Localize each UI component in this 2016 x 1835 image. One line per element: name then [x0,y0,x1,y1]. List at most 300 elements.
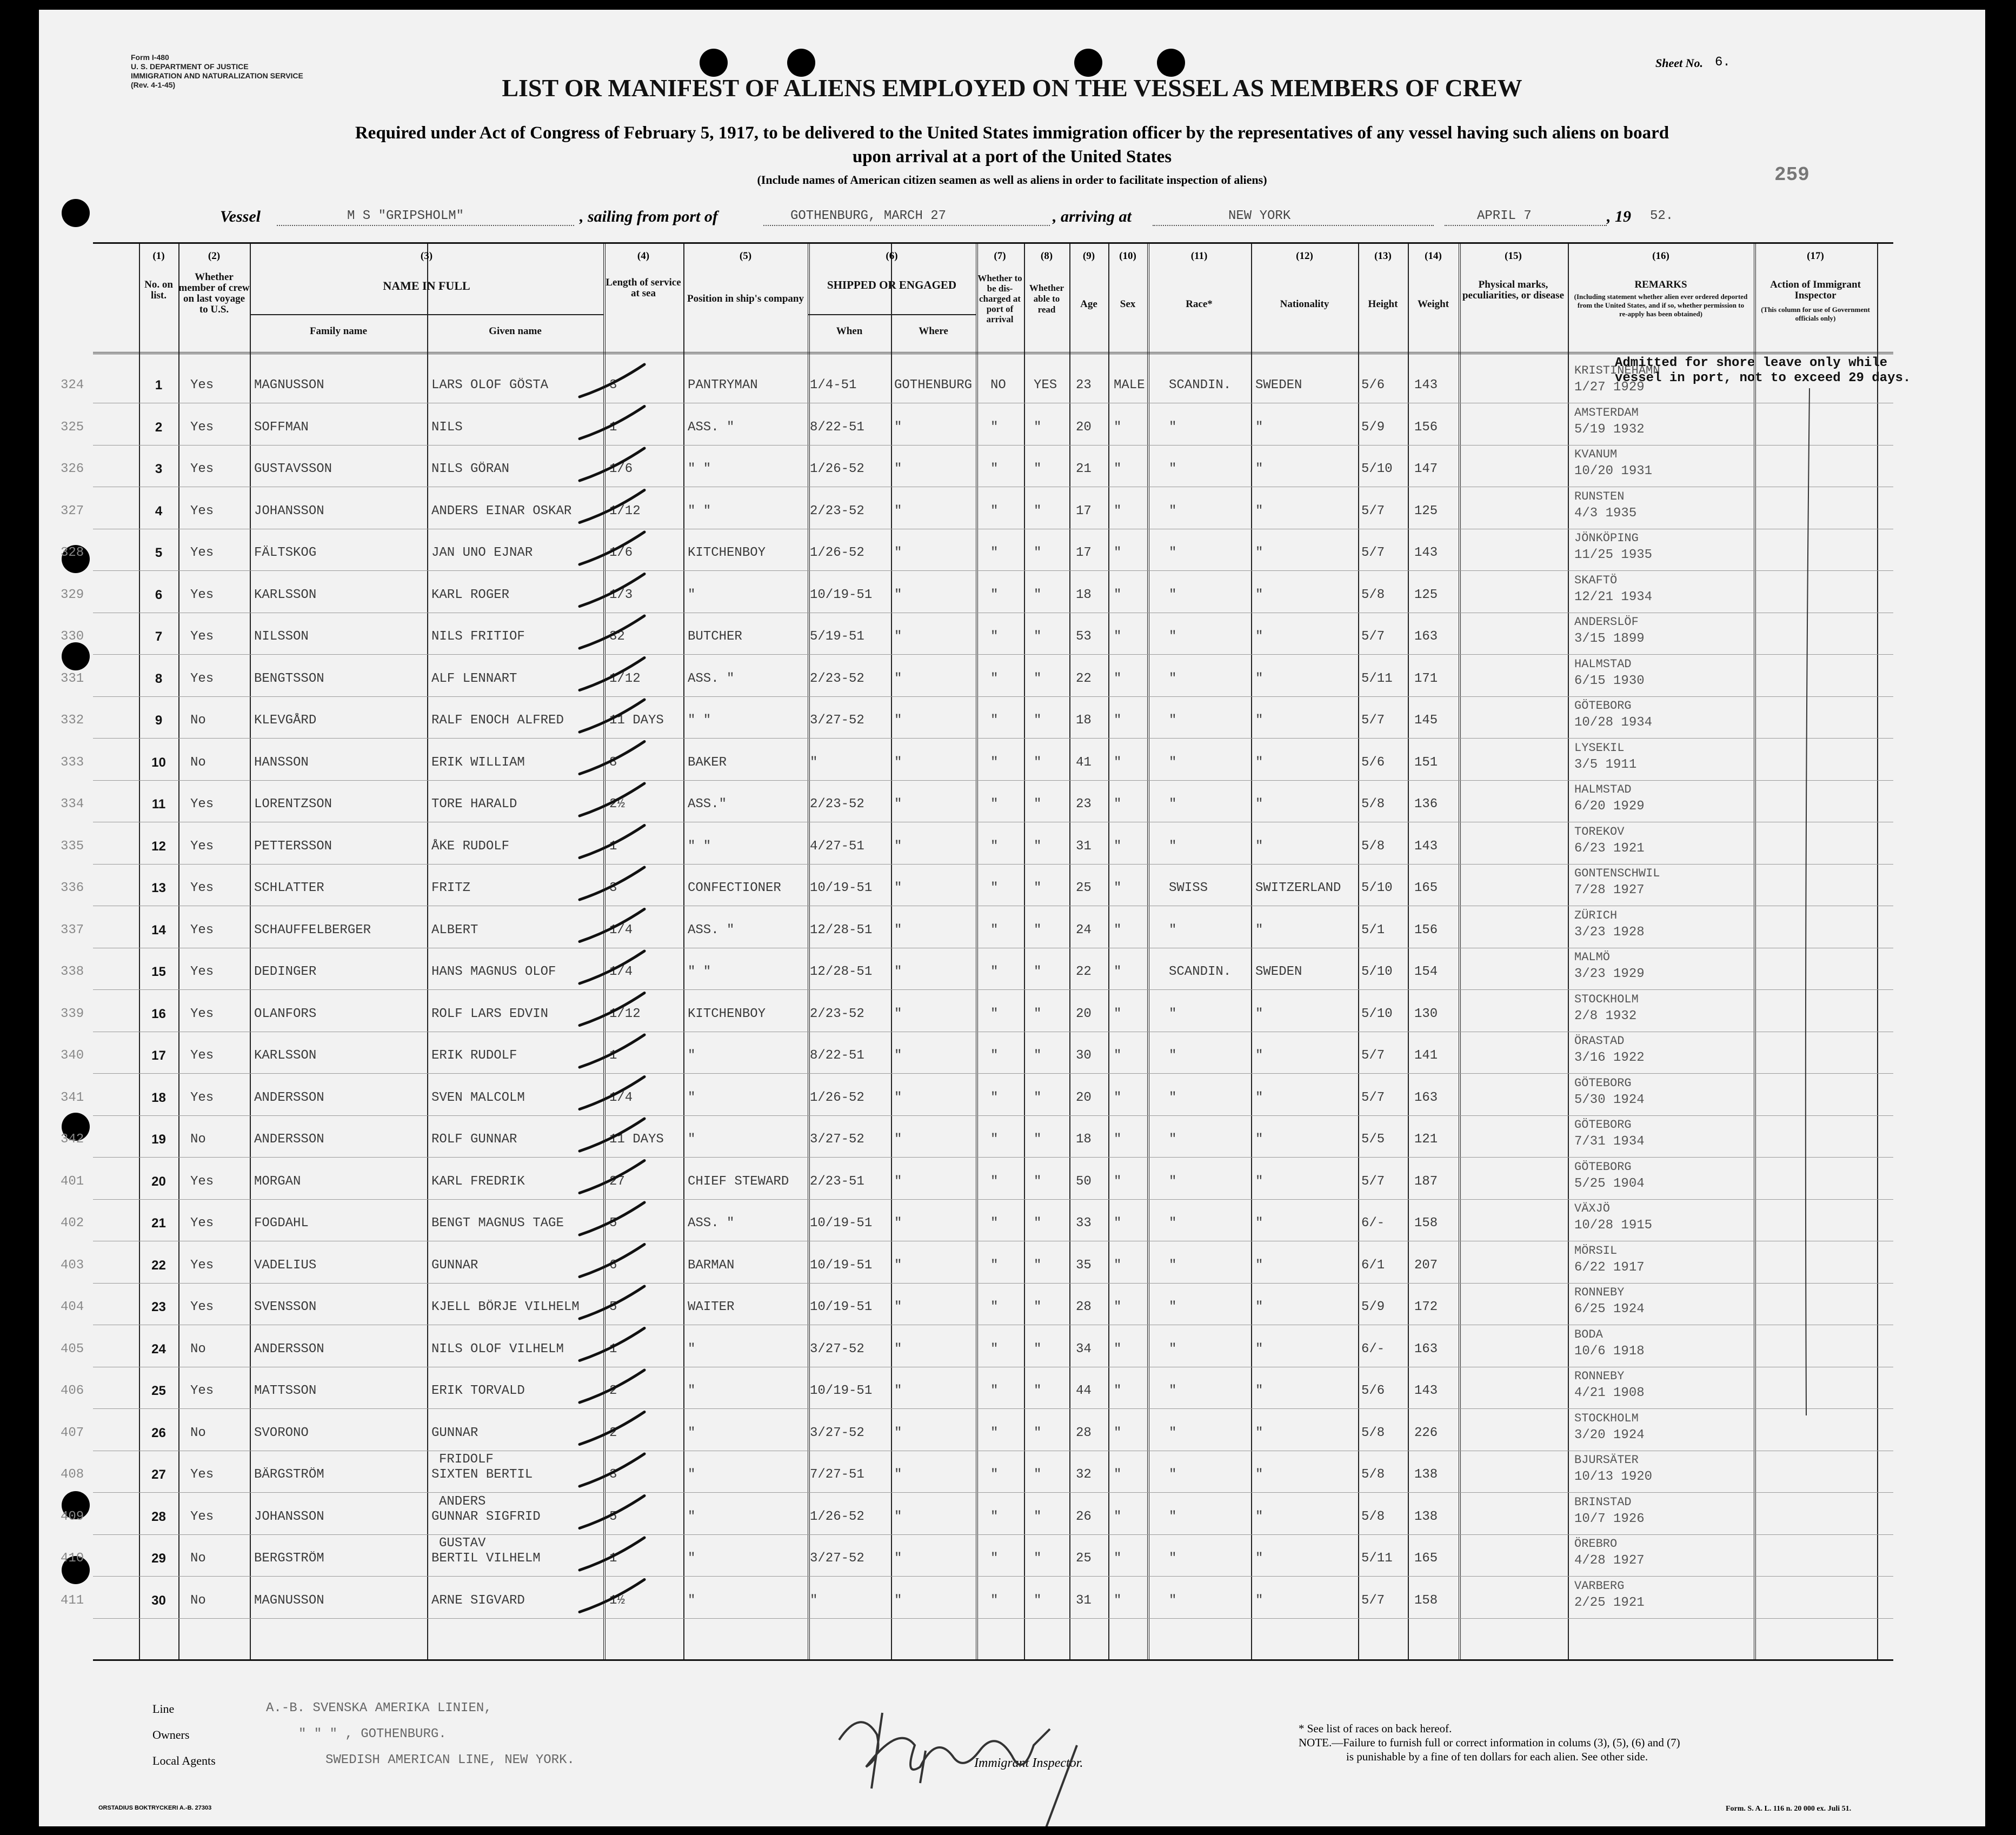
check-stroke [580,658,644,690]
cell-read: " [1034,1551,1042,1566]
cell-where: " [894,587,902,602]
cell-race: " [1169,629,1177,644]
cell-disch: " [990,1258,999,1273]
cell-sex: " [1114,1341,1122,1357]
check-stroke [580,826,644,858]
cell-disch: " [990,1174,999,1189]
remarks-birthdate: 4/28 1927 [1574,1553,1645,1568]
margin-number: 404 [61,1300,84,1314]
cell-given: ROLF GUNNAR [431,1132,517,1147]
check-stroke [580,951,644,983]
col-number: (9) [1082,250,1095,262]
cell-weight: 165 [1414,881,1438,895]
cell-nat: " [1255,462,1263,476]
cell-weight: 158 [1414,1216,1438,1231]
cell-family: OLANFORS [254,1006,317,1021]
arriving-value: NEW YORK [1228,209,1291,223]
cell-family: FÄLTSKOG [254,546,317,560]
cell-age: 18 [1076,713,1092,728]
cell-no: 28 [151,1509,166,1524]
cell-sex: " [1114,1048,1122,1063]
cell-prev: No [190,1425,206,1440]
remarks-birthdate: 10/20 1931 [1574,464,1653,478]
remarks-birthdate: 5/25 1904 [1574,1176,1645,1191]
cell-family: ANDERSSON [254,1090,324,1105]
cell-no: 18 [151,1090,166,1105]
remarks-birthplace: MÖRSIL [1574,1244,1618,1258]
cell-race: " [1169,713,1177,728]
cell-given: ROLF LARS EDVIN [431,1006,549,1021]
cell-where: " [894,881,902,895]
cell-weight: 138 [1414,1509,1438,1524]
cell-race: " [1169,1300,1177,1314]
cell-position: KITCHENBOY [688,1006,766,1021]
cell-prev: Yes [190,839,214,854]
cell-where: " [894,671,902,686]
cell-nat: " [1255,1551,1263,1566]
cell-position: BUTCHER [688,629,742,644]
cell-given: ARNE SIGVARD [431,1593,525,1608]
cell-prev: Yes [190,1384,214,1398]
cell-nat: " [1255,629,1263,644]
stamp-number: 259 [1774,164,1809,186]
cell-no: 3 [155,462,163,476]
cell-when: " [810,1593,818,1608]
cell-where: " [894,1593,902,1608]
remarks-birthdate: 6/22 1917 [1574,1260,1645,1275]
cell-age: 26 [1076,1509,1092,1524]
cell-service: 2 [609,1384,617,1398]
cell-given: ALF LENNART [431,671,517,686]
cell-position: " [688,1593,696,1608]
cell-when: 8/22-51 [810,420,864,435]
cell-nat: SWEDEN [1255,965,1302,979]
cell-family: FOGDAHL [254,1216,309,1231]
cell-weight: 125 [1414,503,1438,518]
cell-prev: Yes [190,503,214,518]
remarks-birthdate: 6/15 1930 [1574,673,1645,688]
cell-race: " [1169,671,1177,686]
cell-no: 7 [155,629,163,644]
cell-family: VADELIUS [254,1258,317,1273]
cell-read: " [1034,462,1042,476]
cell-nat: " [1255,587,1263,602]
cell-where: " [894,1300,902,1314]
col-given-name-header: Given name [489,325,542,337]
margin-number: 326 [61,462,84,476]
cell-prev: Yes [190,1006,214,1021]
cell-height: 5/1 [1361,922,1385,938]
cell-service: 1/12 [609,503,641,518]
col-number: (1) [152,250,165,262]
remarks-birthdate: 3/15 1899 [1574,631,1645,646]
cell-nat: " [1255,1006,1263,1021]
cell-height: 5/8 [1361,1509,1385,1524]
remarks-birthplace: BJURSÄTER [1574,1453,1639,1467]
cell-weight: 143 [1414,1384,1438,1398]
col-read-header: Whether able to read [1029,283,1064,315]
remarks-birthplace: KVANUM [1574,448,1618,461]
cell-service: 1/3 [609,587,633,602]
agents-label: Local Agents [152,1754,216,1767]
cell-weight: 156 [1414,420,1438,435]
cell-sex: " [1114,462,1122,476]
margin-number: 328 [61,546,84,560]
cell-nat: " [1255,671,1263,686]
check-stroke [580,1286,644,1319]
cell-prev: Yes [190,587,214,602]
vessel-value: M S "GRIPSHOLM" [347,209,464,223]
cell-age: 20 [1076,1006,1092,1021]
check-stroke [580,1119,644,1151]
check-stroke [580,1035,644,1067]
cell-no: 12 [151,839,166,854]
cell-given: GUNNAR [431,1425,478,1440]
cell-family: SOFFMAN [254,420,309,435]
cell-age: 23 [1076,797,1092,812]
cell-height: 5/6 [1361,1384,1385,1398]
cell-prev: Yes [190,881,214,895]
cell-position: " [688,1425,696,1440]
cell-disch: " [990,1509,999,1524]
remarks-birthplace: RONNEBY [1574,1286,1625,1299]
cell-weight: 187 [1414,1174,1438,1189]
col-remarks-header: REMARKS [1634,279,1687,290]
cell-height: 5/7 [1361,546,1385,560]
margin-number: 335 [61,839,84,854]
check-stroke [580,1580,644,1612]
cell-prev: Yes [190,1509,214,1524]
cell-position: " " [688,839,711,854]
cell-read: " [1034,1006,1042,1021]
cell-age: 31 [1076,1593,1092,1608]
cell-weight: 147 [1414,462,1438,476]
cell-weight: 138 [1414,1467,1438,1482]
pen-marks [39,10,1985,1826]
cell-where: " [894,713,902,728]
cell-service: 2½ [609,797,625,812]
cell-read: " [1034,546,1042,560]
cell-sex: " [1114,1384,1122,1398]
cell-disch: " [990,797,999,812]
margin-number: 342 [61,1132,84,1147]
cell-weight: 145 [1414,713,1438,728]
cell-sex: " [1114,1593,1122,1608]
cell-where: " [894,1384,902,1398]
remarks-birthdate: 2/25 1921 [1574,1595,1645,1610]
cell-where: " [894,546,902,560]
cell-when: 10/19-51 [810,881,873,895]
check-stroke [580,1077,644,1109]
col-service-header: Length of service at sea [606,277,681,299]
cell-where: " [894,462,902,476]
cell-where: " [894,629,902,644]
cell-where: " [894,1551,902,1566]
cell-no: 15 [151,965,166,979]
cell-nat: " [1255,839,1263,854]
cell-height: 5/11 [1361,671,1393,686]
check-stroke [580,1370,644,1402]
cell-when: 1/26-52 [810,1090,864,1105]
col-physical-marks-header: Physical marks, peculiarities, or disease [1462,279,1565,301]
owners-value: " " " , GOTHENBURG. [298,1727,447,1741]
cell-race: " [1169,1425,1177,1440]
cell-race: " [1169,420,1177,435]
cell-position: CHIEF STEWARD [688,1174,789,1189]
cell-position: WAITER [688,1300,735,1314]
remarks-birthplace: VÄXJÖ [1574,1202,1611,1215]
agents-value: SWEDISH AMERICAN LINE, NEW YORK. [325,1753,575,1767]
cell-service: 1/6 [609,546,633,560]
cell-prev: Yes [190,1174,214,1189]
cell-given: NILS FRITIOF [431,629,525,644]
col-sex-header: Sex [1120,298,1136,310]
cell-nat: " [1255,1216,1263,1231]
cell-disch: " [990,1090,999,1105]
cell-prev: Yes [190,1048,214,1063]
margin-number: 327 [61,503,84,518]
remarks-birthdate: 3/16 1922 [1574,1051,1645,1065]
cell-weight: 171 [1414,671,1438,686]
sailing-label: , sailing from port of [580,208,718,225]
cell-nat: " [1255,1048,1263,1063]
col-number: (4) [637,250,650,262]
remarks-birthplace: RUNSTEN [1574,489,1625,503]
cell-given: ANDERS EINAR OSKAR [431,503,572,518]
col-number: (3) [420,250,433,262]
cell-position: " [688,1551,696,1566]
cell-weight: 172 [1414,1300,1438,1314]
margin-number: 410 [61,1551,84,1566]
cell-age: 50 [1076,1174,1092,1189]
remarks-birthdate: 7/31 1934 [1574,1134,1645,1149]
margin-number: 330 [61,629,84,644]
cell-no: 20 [151,1174,166,1189]
cell-prev: Yes [190,462,214,476]
margin-number: 329 [61,587,84,602]
cell-race: " [1169,1090,1177,1105]
cell-family: BÄRGSTRÖM [254,1467,324,1482]
cell-when: 1/26-52 [810,546,864,560]
cell-given: TORE HARALD [431,797,517,812]
cell-race: " [1169,1132,1177,1147]
cell-disch: " [990,1216,999,1231]
remarks-birthplace: HALMSTAD [1574,657,1632,671]
margin-number: 331 [61,671,84,686]
cell-age: 22 [1076,965,1092,979]
cell-sex: " [1114,503,1122,518]
cell-race: " [1169,839,1177,854]
cell-no: 16 [151,1006,166,1021]
check-stroke [580,700,644,732]
cell-height: 5/9 [1361,1300,1385,1314]
cell-race: SCANDIN. [1169,965,1232,979]
cell-race: " [1169,1341,1177,1357]
cell-age: 33 [1076,1216,1092,1231]
cell-service: 5 [609,1509,617,1524]
cell-sex: " [1114,587,1122,602]
cell-read: " [1034,1174,1042,1189]
cell-height: 5/11 [1361,1551,1393,1566]
remarks-birthdate: 10/6 1918 [1574,1344,1645,1359]
check-stroke [580,909,644,942]
cell-family: SVENSSON [254,1300,317,1314]
cell-sex: MALE [1114,378,1145,393]
remarks-birthplace: VARBERG [1574,1579,1625,1593]
cell-service: 5 [609,1300,617,1314]
cell-when: 3/27-52 [810,713,864,728]
cell-race: " [1169,755,1177,770]
cell-sex: " [1114,1006,1122,1021]
col-number: (13) [1374,250,1392,262]
col-action-header: Action of Immigrant Inspector [1770,279,1861,301]
sheet-number-value: 6. [1715,55,1731,70]
cell-service: 1/6 [609,462,633,476]
remarks-birthdate: 10/13 1920 [1574,1470,1653,1484]
cell-disch: " [990,1467,999,1482]
col-weight-header: Weight [1417,298,1449,310]
cell-weight: 125 [1414,587,1438,602]
cell-prev: Yes [190,629,214,644]
cell-race: " [1169,797,1177,812]
check-stroke [580,1328,644,1361]
col-discharged-header: Whether to be dis-charged at port of arrival [977,273,1022,324]
cell-age: 41 [1076,755,1092,770]
cell-no: 19 [151,1132,166,1147]
cell-disch: " [990,1006,999,1021]
margin-number: 406 [61,1384,84,1398]
check-stroke [580,532,644,564]
form-number: Form. S. A. L. 116 n. 20 000 ex. Juli 51. [1726,1805,1852,1813]
cell-disch: " [990,462,999,476]
cell-height: 5/6 [1361,378,1385,393]
cell-given: ERIK TORVALD [431,1384,525,1398]
cell-race: " [1169,503,1177,518]
cell-prev: Yes [190,797,214,812]
remarks-birthplace: GÖTEBORG [1574,1118,1632,1132]
cell-read: " [1034,1593,1042,1608]
cell-service: 3 [609,378,617,393]
cell-disch: " [990,755,999,770]
cell-prev: No [190,1551,206,1566]
cell-height: 5/7 [1361,713,1385,728]
cell-read: " [1034,1300,1042,1314]
cell-age: 22 [1076,671,1092,686]
cell-race: " [1169,462,1177,476]
remarks-birthdate: 3/23 1928 [1574,925,1645,940]
cell-service: 11 DAYS [609,1132,664,1147]
cell-prev: Yes [190,1258,214,1273]
cell-read: " [1034,1384,1042,1398]
cell-given: ERIK WILLIAM [431,755,525,770]
cell-nat: " [1255,922,1263,938]
remarks-birthplace: ZÜRICH [1574,908,1618,922]
check-stroke [580,1538,644,1570]
col-name-header: NAME IN FULL [383,279,470,292]
col-when-header: When [836,325,863,337]
cell-age: 53 [1076,629,1092,644]
margin-number: 336 [61,881,84,895]
cell-age: 18 [1076,587,1092,602]
cell-weight: 163 [1414,1090,1438,1105]
cell-nat: " [1255,755,1263,770]
cell-weight: 121 [1414,1132,1438,1147]
cell-no: 11 [151,797,166,812]
cell-given: KARL ROGER [431,587,510,602]
remarks-birthplace: BRINSTAD [1574,1495,1632,1509]
form-info-line: U. S. DEPARTMENT OF JUSTICE [131,62,249,71]
cell-family: DEDINGER [254,965,317,979]
cell-nat: SWITZERLAND [1255,881,1341,895]
cell-height: 5/6 [1361,755,1385,770]
col-action-note: (This column for use of Government officials only) [1761,305,1870,322]
col-number: (10) [1119,250,1136,262]
cell-weight: 141 [1414,1048,1438,1063]
remarks-birthdate: 7/28 1927 [1574,883,1645,897]
cell-nat: " [1255,1425,1263,1440]
cell-where: " [894,503,902,518]
cell-service: 8 [609,755,617,770]
margin-number: 341 [61,1090,84,1105]
cell-position: " " [688,462,711,476]
cell-given: RALF ENOCH ALFRED [431,713,564,728]
cell-when: 10/19-51 [810,1258,873,1273]
cell-nat: " [1255,420,1263,435]
cell-where: " [894,420,902,435]
cell-given: KARL FREDRIK [431,1174,525,1189]
cell-prev: Yes [190,1300,214,1314]
cell-family: MATTSSON [254,1384,317,1398]
margin-number: 401 [61,1174,84,1189]
cell-position: ASS. " [688,671,735,686]
cell-weight: 143 [1414,546,1438,560]
cell-read: " [1034,881,1042,895]
cell-nat: " [1255,1174,1263,1189]
cell-when: 10/19-51 [810,1300,873,1314]
cell-disch: " [990,839,999,854]
check-stroke [580,574,644,607]
cell-read: " [1034,587,1042,602]
cell-weight: 158 [1414,1593,1438,1608]
cell-where: " [894,839,902,854]
cell-prev: Yes [190,965,214,979]
margin-number: 402 [61,1216,84,1231]
cell-height: 5/7 [1361,1174,1385,1189]
cell-when: 2/23-52 [810,671,864,686]
cell-disch: " [990,1551,999,1566]
cell-sex: " [1114,420,1122,435]
cell-no: 27 [151,1467,166,1482]
cell-no: 23 [151,1300,166,1314]
cell-read: " [1034,629,1042,644]
cell-where: " [894,922,902,938]
cell-when: 2/23-52 [810,1006,864,1021]
cell-height: 5/7 [1361,1048,1385,1063]
cell-where: " [894,1174,902,1189]
cell-when: 10/19-51 [810,1216,873,1231]
cell-weight: 151 [1414,755,1438,770]
check-stroke [580,993,644,1026]
cell-read: " [1034,420,1042,435]
cell-position: " [688,1048,696,1063]
cell-family: KARLSSON [254,1048,317,1063]
remarks-birthplace: GÖTEBORG [1574,699,1632,713]
col-remarks-note: (Including statement whether alien ever ordered deported from the United States, and if so, whether permission to re-apply has been obtained) [1574,292,1748,318]
cell-service: 3 [609,1467,617,1482]
cell-prev: No [190,1132,206,1147]
margin-number: 409 [61,1509,84,1524]
cell-read: " [1034,1090,1042,1105]
